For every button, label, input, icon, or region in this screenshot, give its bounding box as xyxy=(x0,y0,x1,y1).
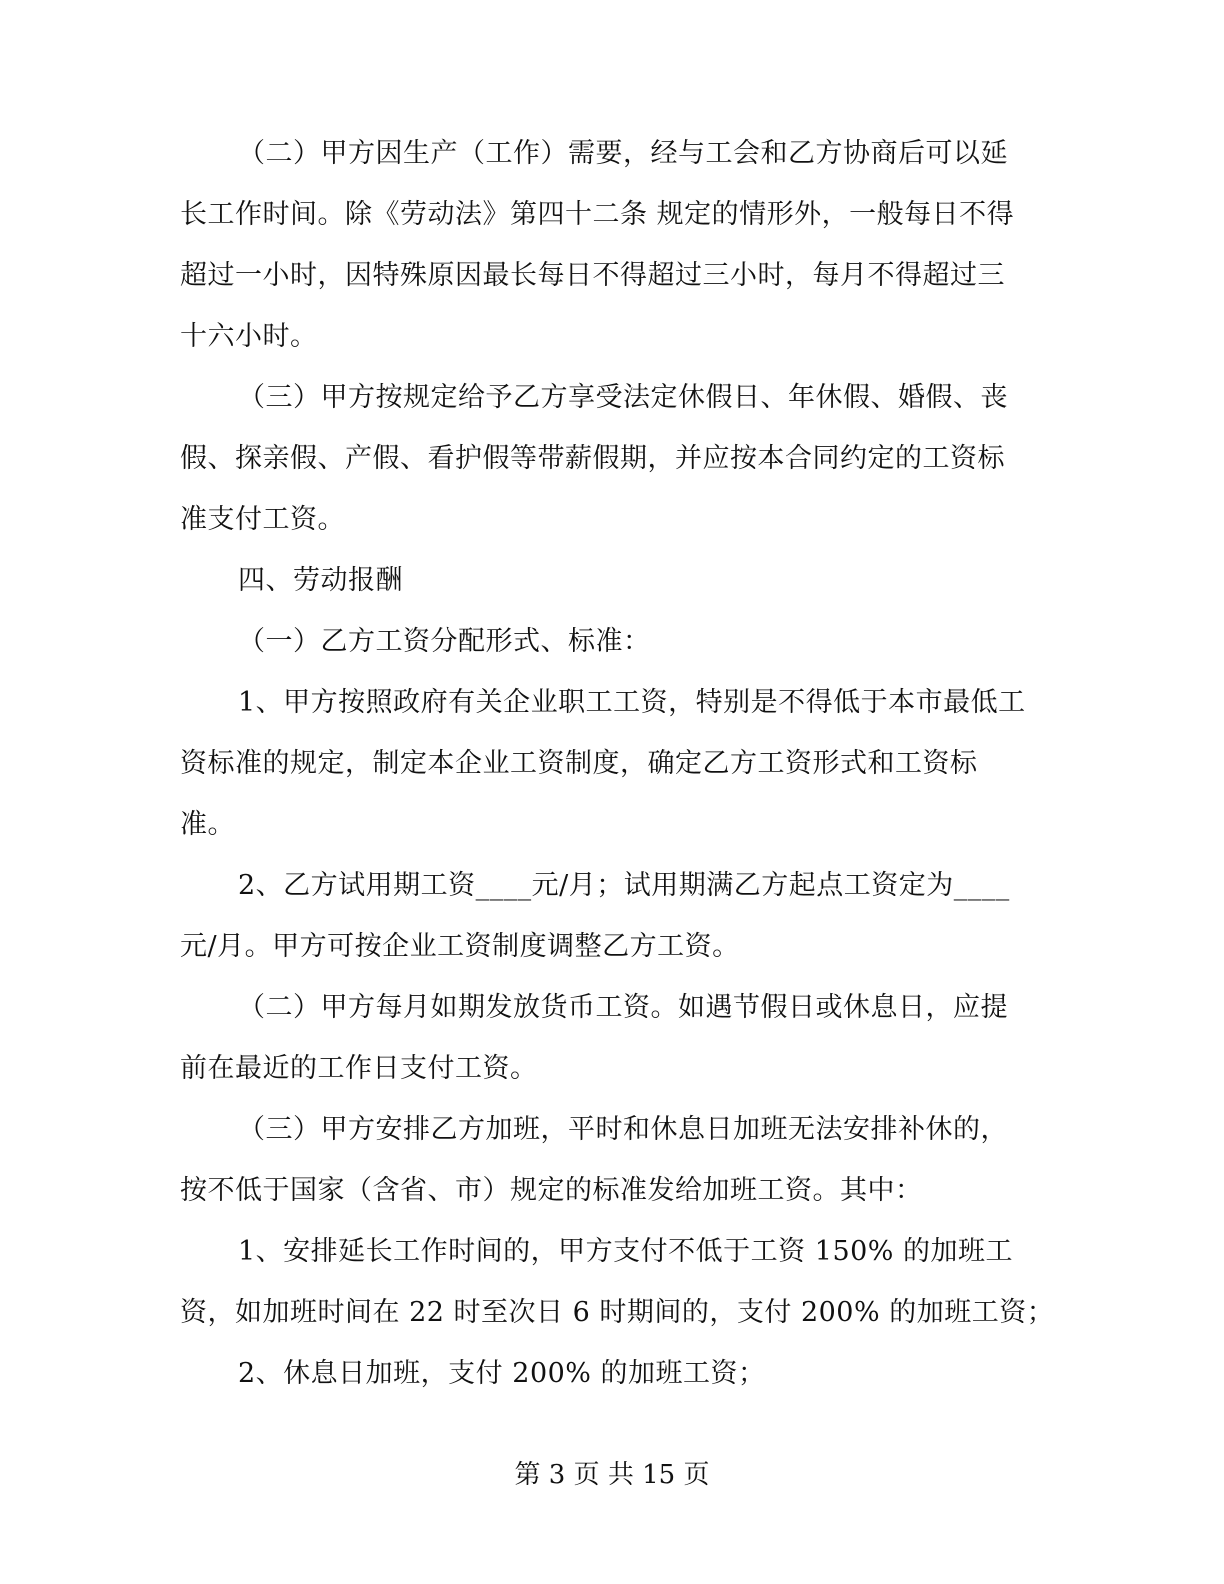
text-line: 2、休息日加班，支付 200% 的加班工资； xyxy=(238,1358,766,1389)
document-body xyxy=(180,123,1055,1404)
text-line: 按不低于国家（含省、市）规定的标准发给加班工资。其中： xyxy=(180,1175,923,1206)
text-line: 准支付工资。 xyxy=(180,504,345,535)
text-line: （三）甲方安排乙方加班，平时和休息日加班无法安排补休的， xyxy=(238,1114,1008,1145)
text-line: 2、乙方试用期工资____元/月；试用期满乙方起点工资定为____ xyxy=(238,870,1010,901)
text-line: 超过一小时，因特殊原因最长每日不得超过三小时，每月不得超过三 xyxy=(180,260,1005,291)
text-line: （一）乙方工资分配形式、标准： xyxy=(238,626,651,657)
page-number-footer: 第 3 页 共 15 页 xyxy=(514,1460,710,1490)
text-line: （二）甲方因生产（工作）需要，经与工会和乙方协商后可以延 xyxy=(238,138,1008,169)
text-line: 1、安排延长工作时间的，甲方支付不低于工资 150% 的加班工 xyxy=(238,1236,1014,1267)
section-heading: 四、劳动报酬 xyxy=(238,565,403,596)
text-line: 元/月。甲方可按企业工资制度调整乙方工资。 xyxy=(180,931,740,962)
text-line: （二）甲方每月如期发放货币工资。如遇节假日或休息日，应提 xyxy=(238,992,1008,1023)
text-line: 长工作时间。除《劳动法》第四十二条 规定的情形外，一般每日不得 xyxy=(180,199,1015,230)
text-line: 1、甲方按照政府有关企业职工工资，特别是不得低于本市最低工 xyxy=(238,687,1026,718)
text-line: 资标准的规定，制定本企业工资制度，确定乙方工资形式和工资标 xyxy=(180,748,978,779)
text-line: 十六小时。 xyxy=(180,321,318,352)
text-line: 资，如加班时间在 22 时至次日 6 时期间的，支付 200% 的加班工资； xyxy=(180,1297,1055,1328)
text-line: 假、探亲假、产假、看护假等带薪假期，并应按本合同约定的工资标 xyxy=(180,443,1005,474)
text-line: 前在最近的工作日支付工资。 xyxy=(180,1053,538,1084)
text-line: 准。 xyxy=(180,809,235,840)
text-line: （三）甲方按规定给予乙方享受法定休假日、年休假、婚假、丧 xyxy=(238,382,1008,413)
